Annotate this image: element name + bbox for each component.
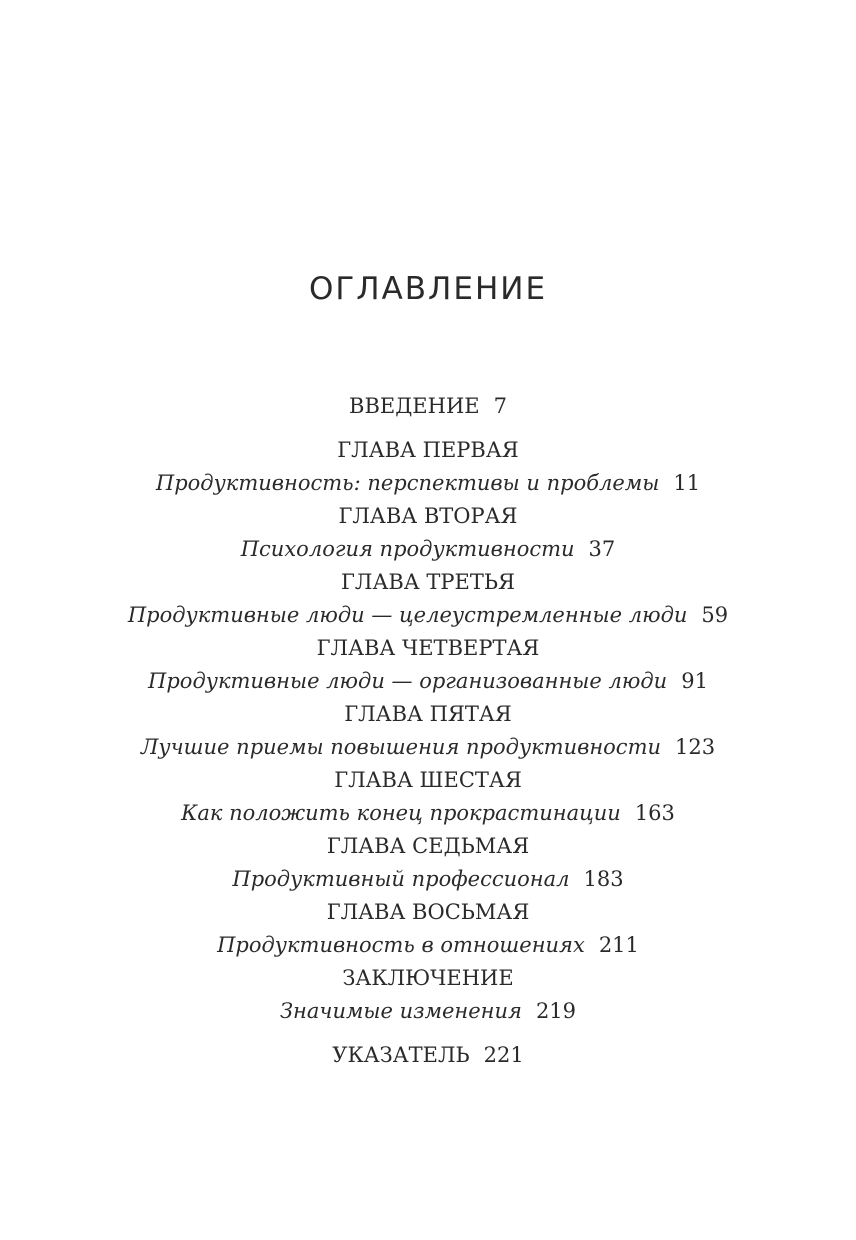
toc-chapter-1[interactable] [0, 434, 856, 500]
chapter-heading: ГЛАВА ПЕРВАЯ [337, 438, 519, 462]
toc-page-number: 219 [535, 999, 577, 1023]
toc-chapter-6[interactable] [0, 764, 856, 830]
chapter-heading: ГЛАВА ВОСЬМАЯ [326, 900, 530, 924]
toc-page-number: 211 [598, 933, 639, 957]
toc-page-number: 59 [701, 603, 729, 627]
chapter-subtitle: Психология продуктивности [240, 537, 575, 561]
chapter-heading: ГЛАВА СЕДЬМАЯ [326, 834, 530, 858]
toc-conclusion[interactable] [0, 962, 856, 1028]
page-title: ОГЛАВЛЕНИЕ [308, 271, 548, 307]
chapter-subtitle: Продуктивность: перспективы и проблемы [155, 471, 660, 495]
chapter-heading: ГЛАВА ЧЕТВЕРТАЯ [316, 636, 540, 660]
toc-page-number: 91 [681, 669, 708, 693]
toc-chapter-8[interactable] [0, 896, 856, 962]
toc-chapter-5[interactable] [0, 698, 856, 764]
chapter-heading: ГЛАВА ТРЕТЬЯ [341, 570, 515, 594]
chapter-subtitle: Как положить конец прокрастинации [181, 801, 621, 825]
toc-entry-label: ВВЕДЕНИЕ [349, 394, 480, 418]
toc-entry-label: УКАЗАТЕЛЬ [332, 1043, 470, 1067]
chapter-subtitle: Продуктивные люди — целеустремленные люди [127, 603, 688, 627]
chapter-heading: ГЛАВА ПЯТАЯ [344, 702, 512, 726]
toc-page-number: 123 [675, 735, 716, 759]
toc-chapter-2[interactable] [0, 500, 856, 566]
chapter-subtitle: Продуктивные люди — организованные люди [148, 669, 668, 693]
chapter-subtitle: Продуктивность в отношениях [217, 933, 585, 957]
toc-chapter-3[interactable] [0, 566, 856, 632]
table-of-contents [0, 390, 856, 1072]
toc-page-number: 7 [493, 394, 507, 418]
toc-chapter-7[interactable] [0, 830, 856, 896]
toc-page-number: 163 [634, 801, 675, 825]
toc-entry-index[interactable] [0, 1039, 856, 1072]
chapter-heading: ЗАКЛЮЧЕНИЕ [342, 966, 514, 990]
toc-page-number: 183 [583, 867, 624, 891]
chapter-heading: ГЛАВА ВТОРАЯ [338, 504, 518, 528]
toc-page-number: 221 [483, 1043, 524, 1067]
chapter-subtitle: Значимые изменения [279, 999, 522, 1023]
toc-page-number: 11 [673, 471, 701, 495]
toc-chapter-4[interactable] [0, 632, 856, 698]
toc-page-number: 37 [588, 537, 616, 561]
chapter-subtitle: Продуктивный профессионал [232, 867, 570, 891]
chapter-heading: ГЛАВА ШЕСТАЯ [334, 768, 522, 792]
chapter-subtitle: Лучшие приемы повышения продуктивности [140, 735, 662, 759]
toc-entry-intro[interactable] [0, 390, 856, 423]
